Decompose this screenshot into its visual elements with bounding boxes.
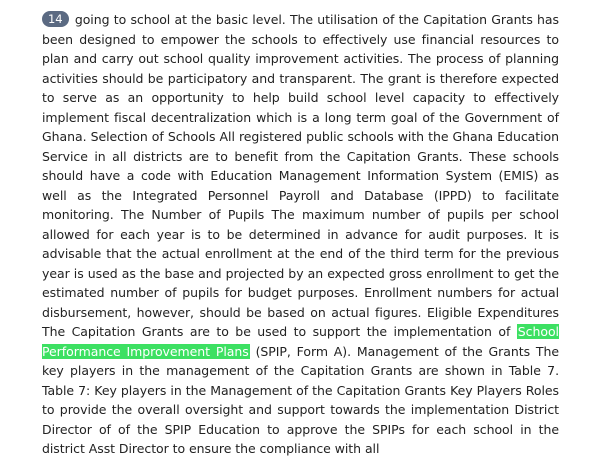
page-number-badge[interactable]: 14 (42, 11, 69, 27)
paragraph-text-before: going to school at the basic level. The utilisation of the Capitation Grants has been designed to empower the schools to effectively use financial resources to plan and carry out school quality improvement activities. The process of planning activities should be participatory and transparent. The grant is therefore expected to serve as an opportunity to help build school level capacity to effectively implement fiscal decentralization which is a long term goal of the Government of Ghana. Selection of Schools All registered public schools with the Ghana Education Service in all districts are to benefit from the Capitation Grants. These schools should have a code with Education Management Information System (EMIS) as well as the Integrated Personnel Payroll and Database (IPPD) to facilitate monitoring. The Number of Pupils The maximum number of pupils per school allowed for each year is to be determined in advance for audit purposes. It is advisable that the actual enrollment at the end of the third term for the previous year is used as the base and projected by an expected gross enrollment to get the estimated number of pupils for budget purposes. Enrollment numbers for actual disbursement, however, should be based on actual figures. Eligible Expenditures The Capitation Grants are to be used to support the implementation of (42, 12, 559, 339)
document-paragraph (42, 10, 559, 459)
search-highlight[interactable]: School Performance Improvement Plans (42, 324, 559, 359)
paragraph-text-after: (SPIP, Form A). Management of the Grants The key players in the management of the Capitation Grants are shown in Table 7. Table 7: Key players in the Management of the Capitation Grants Key Players Roles to provide the overall oversight and support towards the implementation District Director of of the SPIP Education to approve the SPIPs for each school in the district Asst Director to ensure the compliance with all (42, 343, 559, 456)
